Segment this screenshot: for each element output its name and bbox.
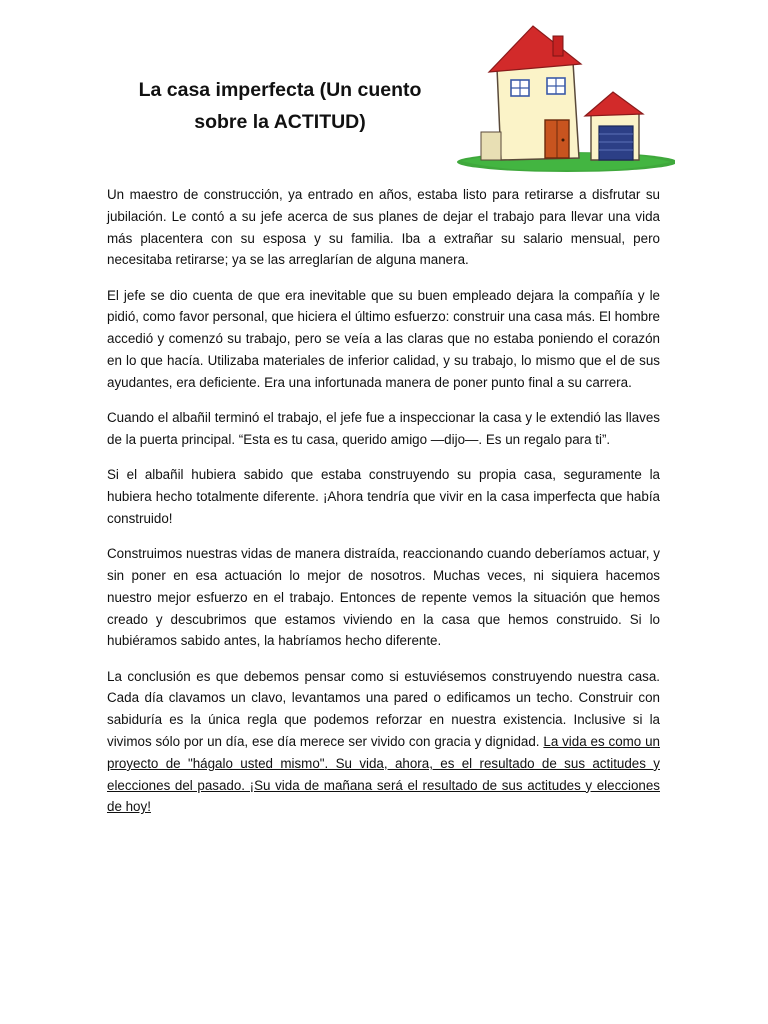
paragraph: Un maestro de construcción, ya entrado en años, estaba listo para retirarse a disfrutar su jubilación. Le contó a su jefe acerca de sus planes de dejar el trabajo para llevar una vida más placentera con su esposa y su familia. Iba a extrañar su salario mensual, pero necesitaba retirarse; ya se las arreglarían de alguna manera. (107, 187, 660, 268)
title-line-2: sobre la ACTITUD) (194, 111, 366, 133)
main-roof (489, 26, 581, 72)
garage-door (599, 126, 633, 160)
house-illustration (455, 22, 675, 174)
paragraph: Si el albañil hubiera sabido que estaba construyendo su propia casa, seguramente la hubiera hecho totalmente diferente. ¡Ahora tendría que vivir en la casa imperfecta que había construido! (107, 467, 660, 526)
paragraph: Construimos nuestras vidas de manera distraída, reaccionando cuando deberíamos actuar, y sin poner en esa actuación lo mejor de nosotros. Muchas veces, ni siquiera hacemos nuestro mejor esfuerzo en el trabajo. Entonces de repente vemos la situación que hemos creado y descubrimos que estamos viviendo en la casa que hemos construido. Si lo hubiéramos sabido antes, la habríamos hecho diferente. (107, 546, 660, 649)
paragraph: Cuando el albañil terminó el trabajo, el jefe fue a inspeccionar la casa y le extendió las llaves de la puerta principal. “Esta es tu casa, querido amigo —dijo—. Es un regalo para ti”. (107, 410, 660, 447)
story-body (107, 184, 660, 832)
page-title (110, 74, 450, 138)
chimney (553, 36, 563, 56)
conclusion-text: La conclusión es que debemos pensar como si estuviésemos construyendo nuestra casa. Cada día clavamos un clavo, levantamos una pared o edificamos un techo. Construir con sabiduría es la única regla que podemos reforzar en nuestra existencia. Inclusive si la vivimos sólo por un día, ese día merece ser vivido con gracia y dignidad. (107, 668, 660, 750)
conclusion-paragraph (107, 666, 660, 819)
garage-roof (585, 92, 643, 116)
paragraph: El jefe se dio cuenta de que era inevitable que su buen empleado dejara la compañía y le pidió, como favor personal, que hiciera el último esfuerzo: construir una casa más. El hombre accedió y comenzó su trabajo, pero se veía a las claras que no estaba poniendo el corazón en lo que hacía. Utilizaba materiales de inferior calidad, y su trabajo, lo mismo que el de sus ayudantes, era deficiente. Era una infortunada manera de poner punto final a su carrera. (107, 287, 661, 390)
conclusion-underlined-text: La vida es como un proyecto de "hágalo usted mismo". Su vida, ahora, es el resultado de sus actitudes y elecciones del pasado. ¡Su vida de mañana será el resultado de sus actitudes y elecciones de hoy! (107, 734, 660, 815)
title-line-1: La casa imperfecta (Un cuento (138, 79, 422, 101)
